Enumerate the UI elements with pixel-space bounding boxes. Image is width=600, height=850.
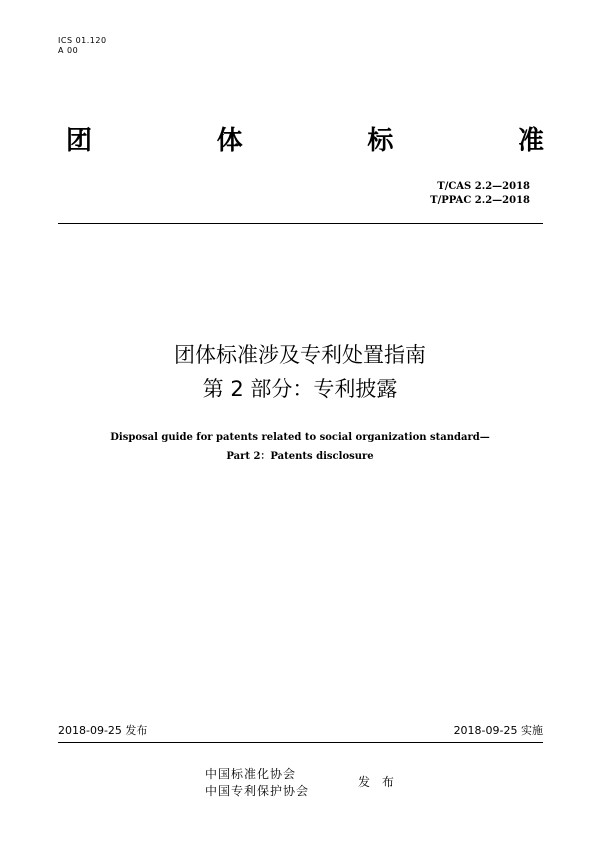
issuers xyxy=(205,766,309,800)
implement-date: 2018-09-25 实施 xyxy=(453,724,543,737)
doc-type-char: 团 xyxy=(66,126,93,156)
standard-numbers xyxy=(430,180,530,208)
top-divider xyxy=(58,223,543,224)
standard-number-ppac: T/PPAC 2.2—2018 xyxy=(430,195,530,206)
ccs-code: A 00 xyxy=(58,46,79,55)
chinese-title-line-2: 第 2 部分：专利披露 xyxy=(202,377,398,401)
publish-date: 2018-09-25 发布 xyxy=(58,724,148,737)
issuer-csa: 中国标准化协会 xyxy=(205,767,297,781)
document-type-heading xyxy=(66,125,544,157)
english-title-line-1: Disposal guide for patents related to social organization standard— xyxy=(110,432,490,443)
ics-code: ICS 01.120 xyxy=(58,36,107,45)
chinese-title xyxy=(0,338,600,406)
doc-type-char: 标 xyxy=(367,126,394,156)
chinese-title-line-1: 团体标准涉及专利处置指南 xyxy=(174,343,426,367)
issuer-ppac: 中国专利保护协会 xyxy=(205,784,310,798)
english-title-line-2: Part 2：Patents disclosure xyxy=(226,451,374,462)
bottom-divider xyxy=(58,742,543,743)
english-title xyxy=(0,428,600,466)
classification-block xyxy=(58,36,107,56)
doc-type-char: 体 xyxy=(216,126,243,156)
doc-type-char: 准 xyxy=(517,126,544,156)
issue-label: 发 布 xyxy=(358,775,398,789)
standard-number-cas: T/CAS 2.2—2018 xyxy=(437,181,530,192)
